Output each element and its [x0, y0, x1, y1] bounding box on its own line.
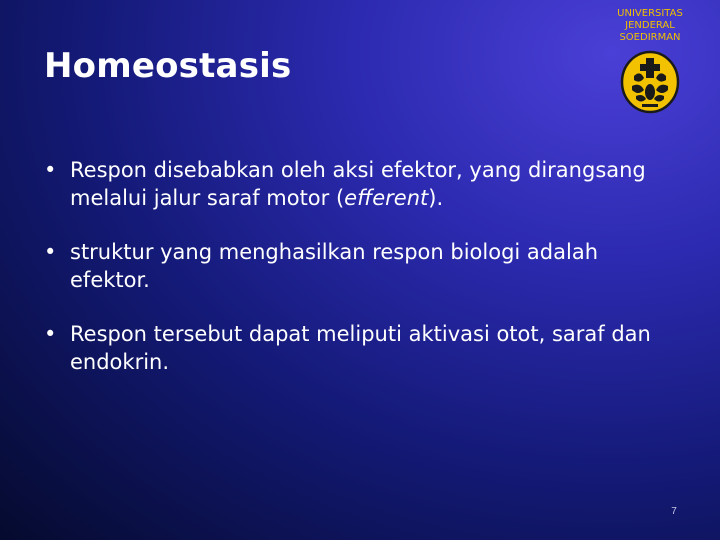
- list-item: [44, 156, 664, 212]
- bullet-text: struktur yang menghasilkan respon biologi adalah efektor.: [70, 240, 599, 292]
- bullet-italic-term: efferent: [344, 186, 429, 210]
- university-logo: [606, 8, 694, 116]
- logo-line-1: UNIVERSITAS: [617, 8, 683, 19]
- page-number: 7: [671, 506, 677, 517]
- bullet-text-end: ).: [428, 186, 444, 210]
- bullet-marker: •: [44, 240, 57, 264]
- list-item: [44, 238, 664, 294]
- logo-line-2: JENDERAL: [625, 20, 675, 31]
- slide-title: Homeostasis: [44, 46, 292, 86]
- bullet-list: [44, 156, 664, 402]
- bullet-text: Respon disebabkan oleh aksi efektor, yang dirangsang melalui jalur saraf motor (: [70, 158, 646, 210]
- bullet-marker: •: [44, 158, 57, 182]
- list-item: [44, 320, 664, 376]
- university-seal-icon: [620, 44, 680, 114]
- logo-text: [606, 8, 694, 44]
- bullet-marker: •: [44, 322, 57, 346]
- bullet-text: Respon tersebut dapat meliputi aktivasi otot, saraf dan endokrin.: [70, 322, 651, 374]
- logo-line-3: SOEDIRMAN: [619, 32, 681, 43]
